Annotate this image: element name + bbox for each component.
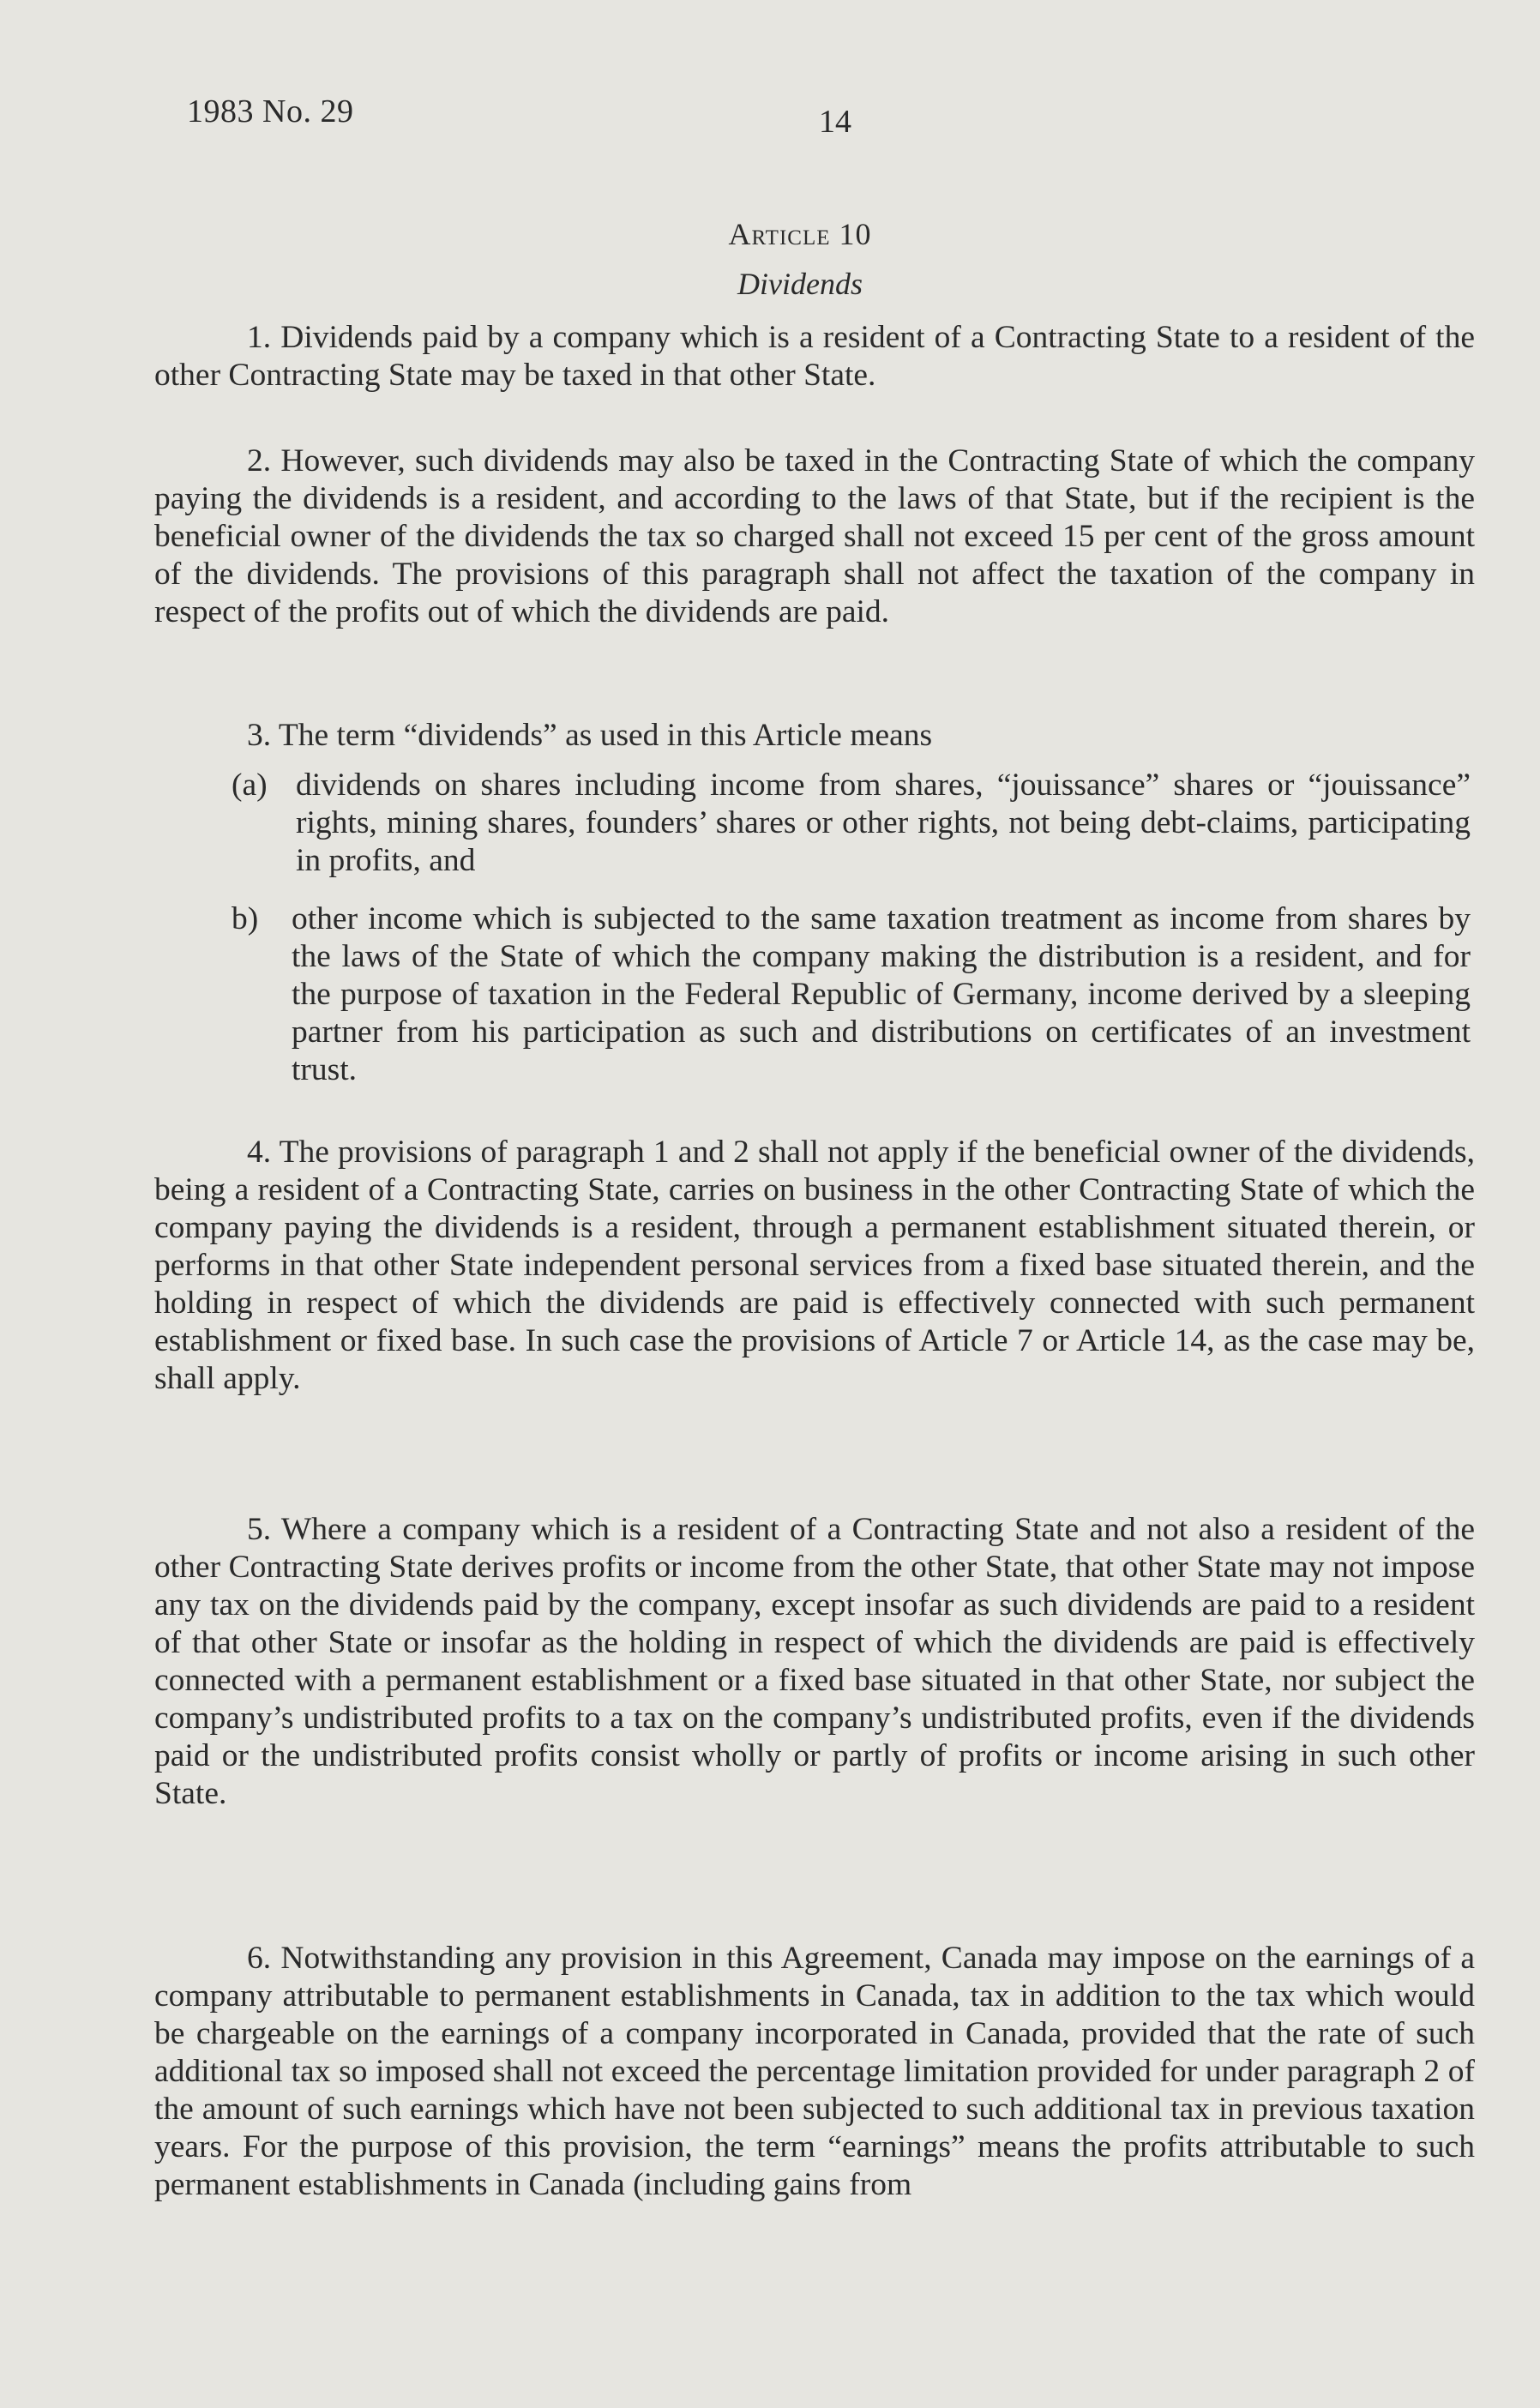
page-number: 14 bbox=[819, 104, 851, 140]
paragraph-5-text: 5. Where a company which is a resident of a Contracting State and not also a resident of the other Contracting State derives profits or income from the other State, that other State may not impose any tax on the dividends paid by the company, except insofar as such dividends are paid to a resident of that other State or insofar as the holding in respect of which the dividends are paid is effectively connected with a permanent establishment or a fixed base situated in that other State, nor subject the company’s undistributed profits to a tax on the company’s undistributed profits, even if the dividends paid or the undistributed profits consist wholly or partly of profits or income arising in such other State. bbox=[154, 1512, 1475, 1811]
article-heading: Article 10 bbox=[728, 217, 872, 251]
paragraph-3b-label: b) bbox=[232, 901, 259, 936]
paragraph-1-text: 1. Dividends paid by a company which is a resident of a Contracting State to a resident of the other Contracting State may be taxed in that other State. bbox=[154, 320, 1475, 393]
paragraph-3a bbox=[232, 767, 1471, 880]
gazette-year-number: 1983 No. 29 bbox=[187, 93, 354, 129]
paragraph-5 bbox=[154, 1511, 1475, 1813]
paragraph-3b-text: other income which is subjected to the same taxation treatment as income from shares by the laws of the State of which the company making the distribution is a resident, and for the purpose of taxation in the Federal Republic of Germany, income derived by a sleeping partner from his participation as such and distributions on certificates of an investment trust. bbox=[292, 901, 1471, 1087]
paragraph-3a-text: dividends on shares including income from shares, “jouissance” shares or “jouissance” rights, mining shares, founders’ shares or other rights, not being debt-claims, participating in profits, and bbox=[296, 768, 1471, 878]
paragraph-3-text: 3. The term “dividends” as used in this Article means bbox=[247, 718, 933, 753]
article-subheading: Dividends bbox=[737, 267, 863, 301]
paragraph-4-text: 4. The provisions of paragraph 1 and 2 shall not apply if the beneficial owner of the dividends, being a resident of a Contracting State, carries on business in the other Contracting State of which the company paying the dividends is a resident, through a permanent establishment situated therein, or performs in that other State independent personal services from a fixed base situated therein, and the holding in respect of which the dividends are paid is effectively connected with such permanent establishment or fixed base. In such case the provisions of Article 7 or Article 14, as the case may be, shall apply. bbox=[154, 1135, 1475, 1396]
paragraph-3a-label: (a) bbox=[232, 768, 268, 803]
paragraph-2-text: 2. However, such dividends may also be taxed in the Contracting State of which the company paying the dividends is a resident, and according to the laws of that State, but if the recipient is the beneficial owner of the dividends the tax so charged shall not exceed 15 per cent of the gross amount of the dividends. The provisions of this paragraph shall not affect the taxation of the company in respect of the profits out of which the dividends are paid. bbox=[154, 443, 1475, 629]
paragraph-3b bbox=[232, 900, 1471, 1089]
paragraph-3 bbox=[154, 717, 1475, 755]
paragraph-4 bbox=[154, 1134, 1475, 1398]
paragraph-6-text: 6. Notwithstanding any provision in this Agreement, Canada may impose on the earnings of a company attributable to permanent establishments in Canada, tax in addition to the tax which would be chargeable on the earnings of a company incorporated in Canada, provided that the rate of such additional tax so imposed shall not exceed the percentage limitation provided for under paragraph 2 of the amount of such earnings which have not been subjected to such additional tax in previous taxation years. For the purpose of this provision, the term “earnings” means the profits attributable to such permanent establishments in Canada (including gains from bbox=[154, 1941, 1475, 2202]
paragraph-1 bbox=[154, 319, 1475, 394]
paragraph-2 bbox=[154, 442, 1475, 631]
paragraph-6 bbox=[154, 1940, 1475, 2204]
